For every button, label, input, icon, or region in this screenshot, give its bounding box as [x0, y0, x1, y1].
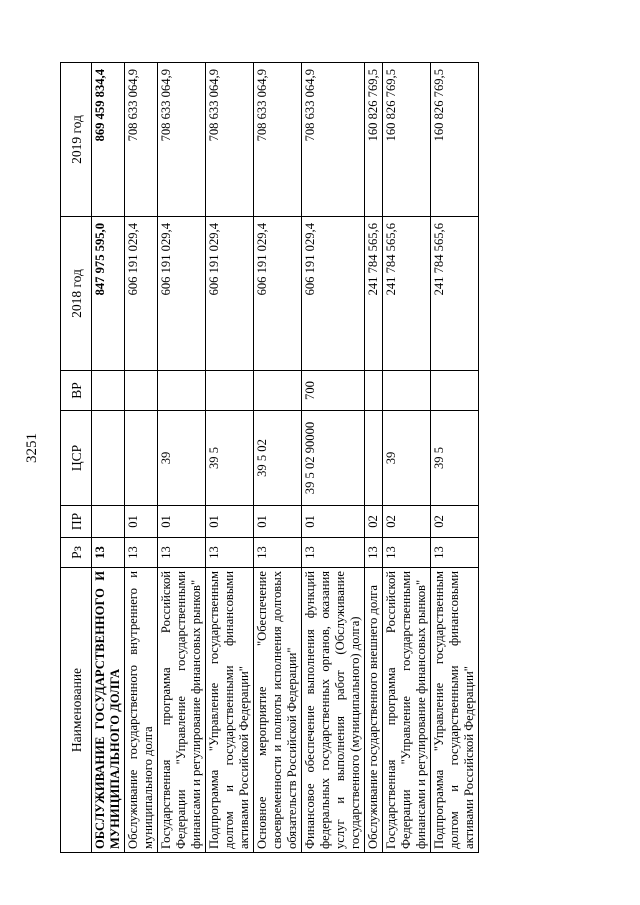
cell-pr: 01	[254, 506, 302, 538]
cell-csr	[365, 411, 383, 506]
cell-y2018: 606 191 029,4	[302, 217, 365, 371]
header-vr: ВР	[61, 371, 92, 411]
rotated-table-container	[60, 63, 589, 853]
cell-csr: 39 5	[206, 411, 254, 506]
cell-vr	[383, 371, 431, 411]
cell-y2019: 160 826 769,5	[383, 63, 431, 217]
cell-vr	[206, 371, 254, 411]
cell-y2019: 160 826 769,5	[431, 63, 479, 217]
cell-pr: 02	[365, 506, 383, 538]
cell-rz: 13	[383, 538, 431, 568]
cell-vr	[92, 371, 125, 411]
table-row	[365, 63, 383, 853]
cell-csr	[125, 411, 158, 506]
cell-y2018: 606 191 029,4	[206, 217, 254, 371]
header-rz: Рз	[61, 538, 92, 568]
cell-y2018: 606 191 029,4	[254, 217, 302, 371]
cell-vr	[254, 371, 302, 411]
cell-name: Подпрограмма "Управление государственным долгом и государственными финансовыми активами Российской Федерации"	[431, 568, 479, 853]
cell-name: Государственная программа Российской Федерации "Управление государственными финансами и регулирование финансовых рынков"	[158, 568, 206, 853]
cell-name: Государственная программа Российской Федерации "Управление государственными финансами и регулирование финансовых рынков"	[383, 568, 431, 853]
cell-vr: 700	[302, 371, 365, 411]
cell-y2018: 241 784 565,6	[365, 217, 383, 371]
cell-y2018: 241 784 565,6	[431, 217, 479, 371]
cell-csr: 39 5 02 90000	[302, 411, 365, 506]
cell-y2019: 708 633 064,9	[206, 63, 254, 217]
cell-rz: 13	[92, 538, 125, 568]
cell-vr	[431, 371, 479, 411]
cell-name: Основное мероприятие "Обеспечение своевременности и полноты исполнения долговых обязательств Российской Федерации"	[254, 568, 302, 853]
cell-pr: 01	[302, 506, 365, 538]
cell-rz: 13	[365, 538, 383, 568]
header-name: Наименование	[61, 568, 92, 853]
cell-y2019: 708 633 064,9	[302, 63, 365, 217]
cell-rz: 13	[125, 538, 158, 568]
cell-csr	[92, 411, 125, 506]
cell-y2018: 606 191 029,4	[125, 217, 158, 371]
table-row	[92, 63, 125, 853]
cell-rz: 13	[302, 538, 365, 568]
cell-csr: 39	[158, 411, 206, 506]
cell-rz: 13	[206, 538, 254, 568]
table-row	[158, 63, 206, 853]
cell-name: Обслуживание государственного внешнего долга	[365, 568, 383, 853]
cell-name: Финансовое обеспечение выполнения функций федеральных государственных органов, оказания услуг и выполнения работ (Обслуживание государственного (муниципального) долга)	[302, 568, 365, 853]
cell-rz: 13	[431, 538, 479, 568]
cell-pr: 01	[125, 506, 158, 538]
cell-name: Подпрограмма "Управление государственным долгом и государственными финансовыми активами Российской Федерации"	[206, 568, 254, 853]
table-row	[302, 63, 365, 853]
cell-vr	[158, 371, 206, 411]
header-2018: 2018 год	[61, 217, 92, 371]
table-row	[206, 63, 254, 853]
cell-y2018: 606 191 029,4	[158, 217, 206, 371]
cell-pr: 02	[383, 506, 431, 538]
budget-table	[60, 62, 479, 853]
cell-name: ОБСЛУЖИВАНИЕ ГОСУДАРСТВЕННОГО И МУНИЦИПАЛЬНОГО ДОЛГА	[92, 568, 125, 853]
cell-rz: 13	[158, 538, 206, 568]
header-2019: 2019 год	[61, 63, 92, 217]
cell-y2019: 708 633 064,9	[125, 63, 158, 217]
table-row	[383, 63, 431, 853]
cell-y2018: 241 784 565,6	[383, 217, 431, 371]
table-row	[431, 63, 479, 853]
table-header-row	[61, 63, 92, 853]
cell-y2018: 847 975 595,0	[92, 217, 125, 371]
cell-pr	[92, 506, 125, 538]
cell-pr: 01	[158, 506, 206, 538]
cell-vr	[365, 371, 383, 411]
cell-pr: 02	[431, 506, 479, 538]
cell-vr	[125, 371, 158, 411]
cell-y2019: 708 633 064,9	[254, 63, 302, 217]
table-row	[125, 63, 158, 853]
table-row	[254, 63, 302, 853]
page-number: 3251	[24, 433, 40, 463]
cell-csr: 39	[383, 411, 431, 506]
cell-y2019: 160 826 769,5	[365, 63, 383, 217]
cell-pr: 01	[206, 506, 254, 538]
cell-rz: 13	[254, 538, 302, 568]
header-pr: ПР	[61, 506, 92, 538]
cell-name: Обслуживание государственного внутреннего и муниципального долга	[125, 568, 158, 853]
cell-y2019: 708 633 064,9	[158, 63, 206, 217]
cell-y2019: 869 459 834,4	[92, 63, 125, 217]
header-csr: ЦСР	[61, 411, 92, 506]
cell-csr: 39 5 02	[254, 411, 302, 506]
cell-csr: 39 5	[431, 411, 479, 506]
